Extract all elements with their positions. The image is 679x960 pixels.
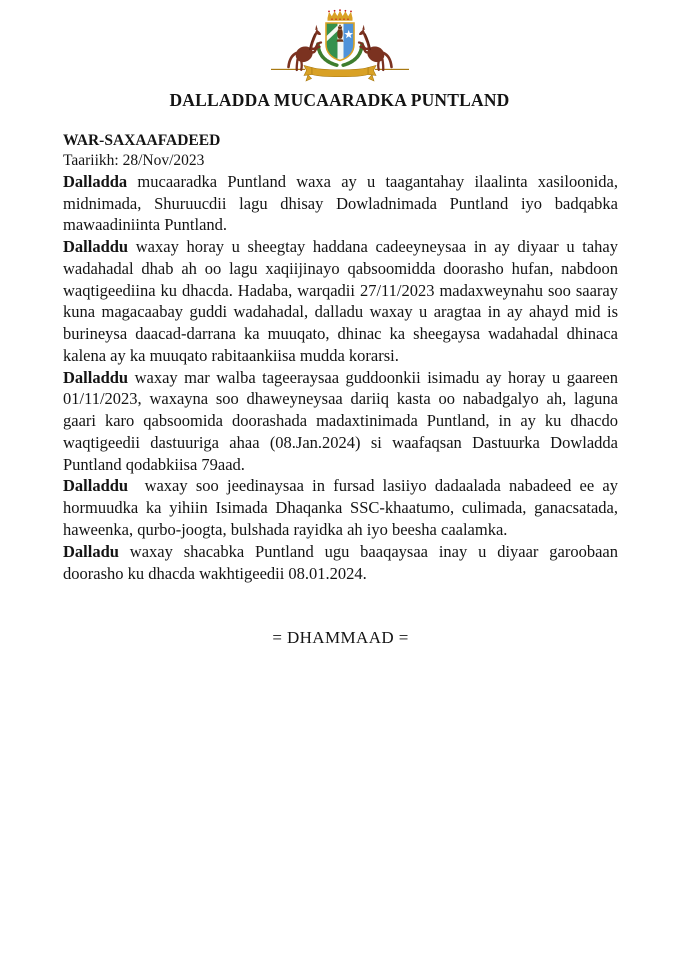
page-title: DALLADDA MUCAARADKA PUNTLAND	[169, 90, 510, 110]
doc-type-label: WAR-SAXAAFADEED	[63, 132, 221, 149]
crown-icon	[327, 9, 352, 20]
paragraph-5-lead: Dalladu	[63, 541, 119, 561]
paragraph-3-lead: Dalladdu	[63, 367, 129, 387]
paragraph-3-text: waxay mar walba tageeraysaa guddoonkii isimadu ay horay u gaareen 01/11/2023, waxayna soo dhaweyneysaa dariiq kasta oo nabadgalyo ah, laguna gaari karo qabsoomida doorashada madaxtinimada Puntland, in ay ku dhacdo waqtigeedii dastuuriga ahaa (08.Jan.2024) si waafaqsan Dastuurka Dowladda Puntland qodabkiisa 79aad.	[63, 367, 619, 474]
paragraph-5	[63, 541, 618, 585]
paragraph-4	[63, 475, 618, 540]
paragraph-4-text: waxay soo jeedinaysaa in fursad lasiiyo dadaalada nabadeed ee ay hormuudka ka yihiin Isimada Dhaqanka SSC-khaatumo, culimada, ganacsatada, haweenka, qurbo-joogta, bulshada rayidka ah iyo beesha caalamka.	[63, 476, 618, 539]
paragraph-1-lead: Dalladda	[63, 171, 128, 191]
paragraph-3	[63, 367, 618, 476]
horse-right-icon	[358, 25, 391, 70]
paragraph-5-text: waxay shacabka Puntland ugu baaqaysaa inay u diyaar garoobaan doorasho ku dhacda wakhtigeedii 08.01.2024.	[63, 541, 618, 583]
shield-icon	[326, 23, 354, 63]
date-line: Taariikh: 28/Nov/2023	[63, 152, 205, 170]
paragraph-1-text: mucaaradka Puntland waxa ay u taagantahay ilaalinta xasiloonida, midnimada, Shuruucdii lagu dhisay Dowladnimada Puntland iyo badqabka mawaadiniinta Puntland.	[63, 171, 619, 235]
paragraph-1	[63, 171, 618, 236]
paragraph-2-lead: Dalladdu	[63, 237, 129, 257]
document-body	[0, 131, 679, 648]
horse-left-icon	[288, 25, 321, 70]
paragraph-2	[63, 236, 618, 367]
paragraph-4-lead: Dalladdu	[63, 476, 129, 496]
coat-of-arms-logo	[265, 8, 415, 88]
end-mark: = DHAMMAAD =	[272, 628, 409, 648]
ribbon-banner	[304, 66, 376, 82]
logo-container	[0, 0, 679, 88]
paragraph-2-text: waxay horay u sheegtay haddana cadeeyneysaa in ay diyaar u tahay wadahadal dhab ah oo lagu xaqiijinayo qabsoomidda doorasho hufan, nabdoon waqtigeediina ku dhacda. Hadaba, warqadii 27/11/2023 madaxweynahu soo saaray kuna magacaabay guddi wadahadal, dalladu waxay u aragtaa in ay ahayd mid is burineysa daacad-darrana ka muuqato, dhinac ka sheegaysa wadahadal dhinaca kalena ay ka muuqato rabitaankiisa mudda korarsi.	[63, 237, 618, 365]
